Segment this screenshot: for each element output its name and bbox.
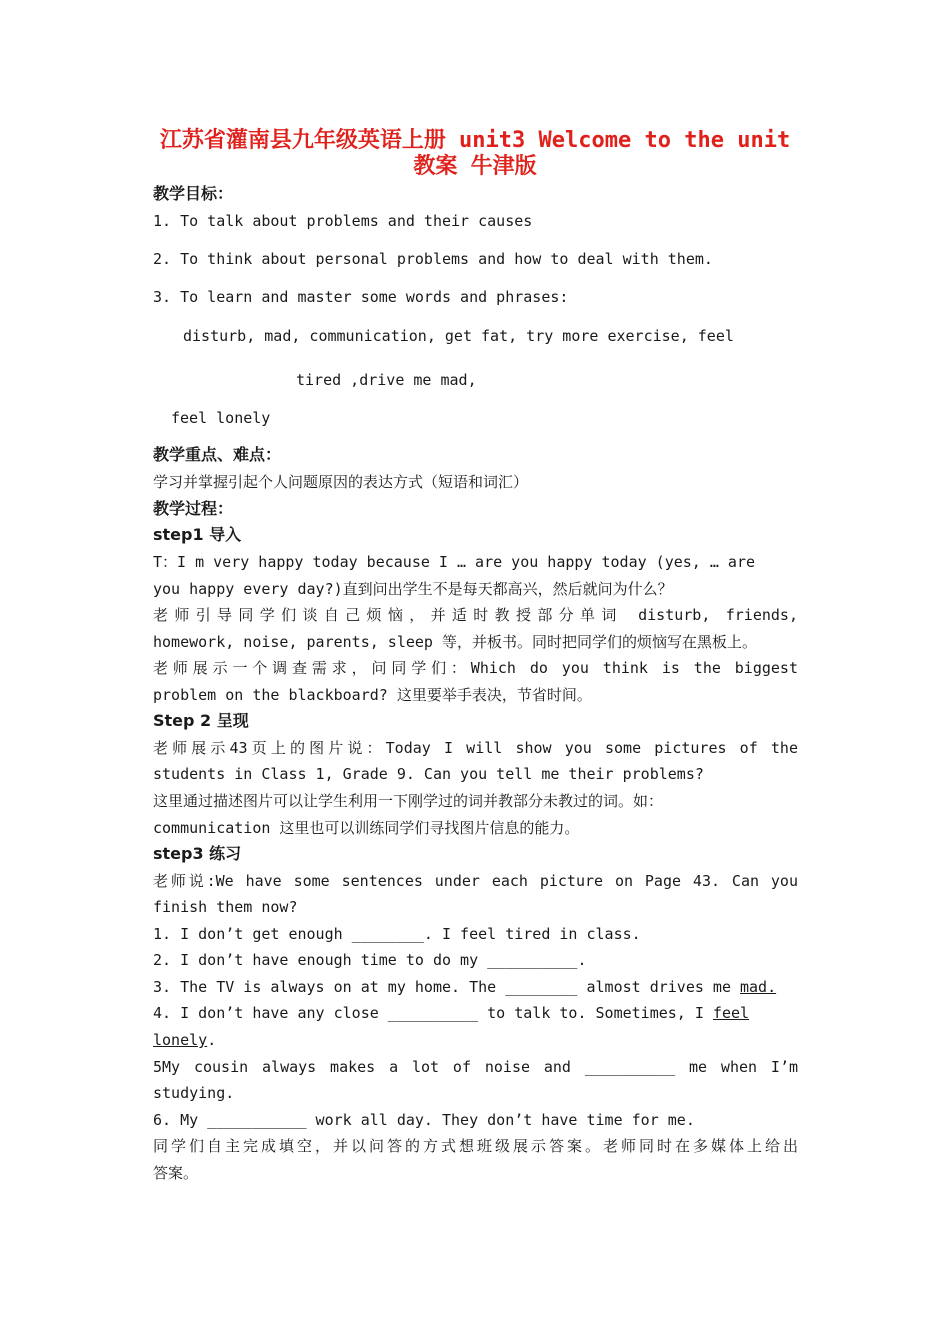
step2-line-4: communication 这里也可以训练同学们寻找图片信息的能力。 [153,819,580,837]
step3-outro-line-1: 同学们自主完成填空，并以问答的方式想班级展示答案。老师同时在多媒体上给出 [153,1137,798,1155]
step3-intro-line-2: finish them now? [153,898,298,916]
step2-heading: Step 2 呈现 [153,711,249,730]
process-heading: 教学过程： [153,499,234,518]
exercise-4-continued [153,1030,216,1050]
exercise-4 [153,1003,749,1023]
step1-line-5: 老师展示一个调查需求，问同学们：Which do you think is the biggest [153,659,798,677]
key-points-heading: 教学重点、难点： [153,445,282,464]
document-title-line-1: 江苏省灌南县九年级英语上册 unit3 Welcome to the unit [159,128,791,153]
exercise-4-period: . [207,1031,217,1049]
step2-line-2: students in Class 1, Grade 9. Can you tell me their problems? [153,765,704,783]
key-points-text: 学习并掌握引起个人问题原因的表达方式（短语和词汇） [153,473,529,491]
exercise-4-text: 4. I don’t have any close __________ to talk to. Sometimes, I [153,1004,713,1022]
step3-intro-line-1: 老师说:We have some sentences under each picture on Page 43. Can you [153,872,798,890]
step1-line-6: problem on the blackboard? 这里要举手表决，节省时间。 [153,686,592,704]
exercise-5-continued: studying. [153,1084,235,1102]
step1-heading: step1 导入 [153,525,242,544]
step2-line-3: 这里通过描述图片可以让学生利用一下刚学过的词并教部分未教过的词。如： [153,792,664,810]
step1-line-1: T：I m very happy today because I … are you happy today (yes, … are [153,553,755,571]
step3-outro-line-2: 答案。 [153,1164,199,1182]
vocab-line-3: feel lonely [171,409,271,427]
objective-item-1: 1. To talk about problems and their causes [153,212,533,230]
objective-item-2: 2. To think about personal problems and how to deal with them. [153,250,713,268]
objective-item-3: 3. To learn and master some words and phrases: [153,288,569,306]
exercise-4-underlined-lonely: lonely [153,1031,208,1049]
vocab-line-1: disturb, mad, communication, get fat, try more exercise, feel [183,327,734,345]
document-title-line-2: 教案 牛津版 [413,154,537,179]
exercise-1: 1. I don’t get enough ________. I feel tired in class. [153,925,641,943]
exercise-3-text: 3. The TV is always on at my home. The ________ almost drives me [153,978,740,996]
exercise-3 [153,977,776,997]
exercise-3-underlined: mad. [740,978,777,996]
exercise-5: 5My cousin always makes a lot of noise and __________ me when I’m [153,1058,798,1076]
step1-line-3: 老师引导同学们谈自己烦恼，并适时教授部分单词 disturb, friends, [153,606,798,624]
objectives-heading: 教学目标： [153,184,234,203]
exercise-4-underlined-feel: feel [712,1004,750,1022]
step2-line-1: 老师展示43页上的图片说：Today I will show you some pictures of the [153,739,798,757]
step1-line-4: homework, noise, parents, sleep 等，并板书。同时把同学们的烦恼写在黑板上。 [153,633,757,651]
exercise-6: 6. My ___________ work all day. They don’t have time for me. [153,1111,695,1129]
step1-line-2: you happy every day?)直到问出学生不是每天都高兴，然后就问为什么？ [153,580,673,598]
step3-heading: step3 练习 [153,844,242,863]
vocab-line-2: tired ,drive me mad, [296,371,477,389]
exercise-2: 2. I don’t have enough time to do my __________. [153,951,587,969]
